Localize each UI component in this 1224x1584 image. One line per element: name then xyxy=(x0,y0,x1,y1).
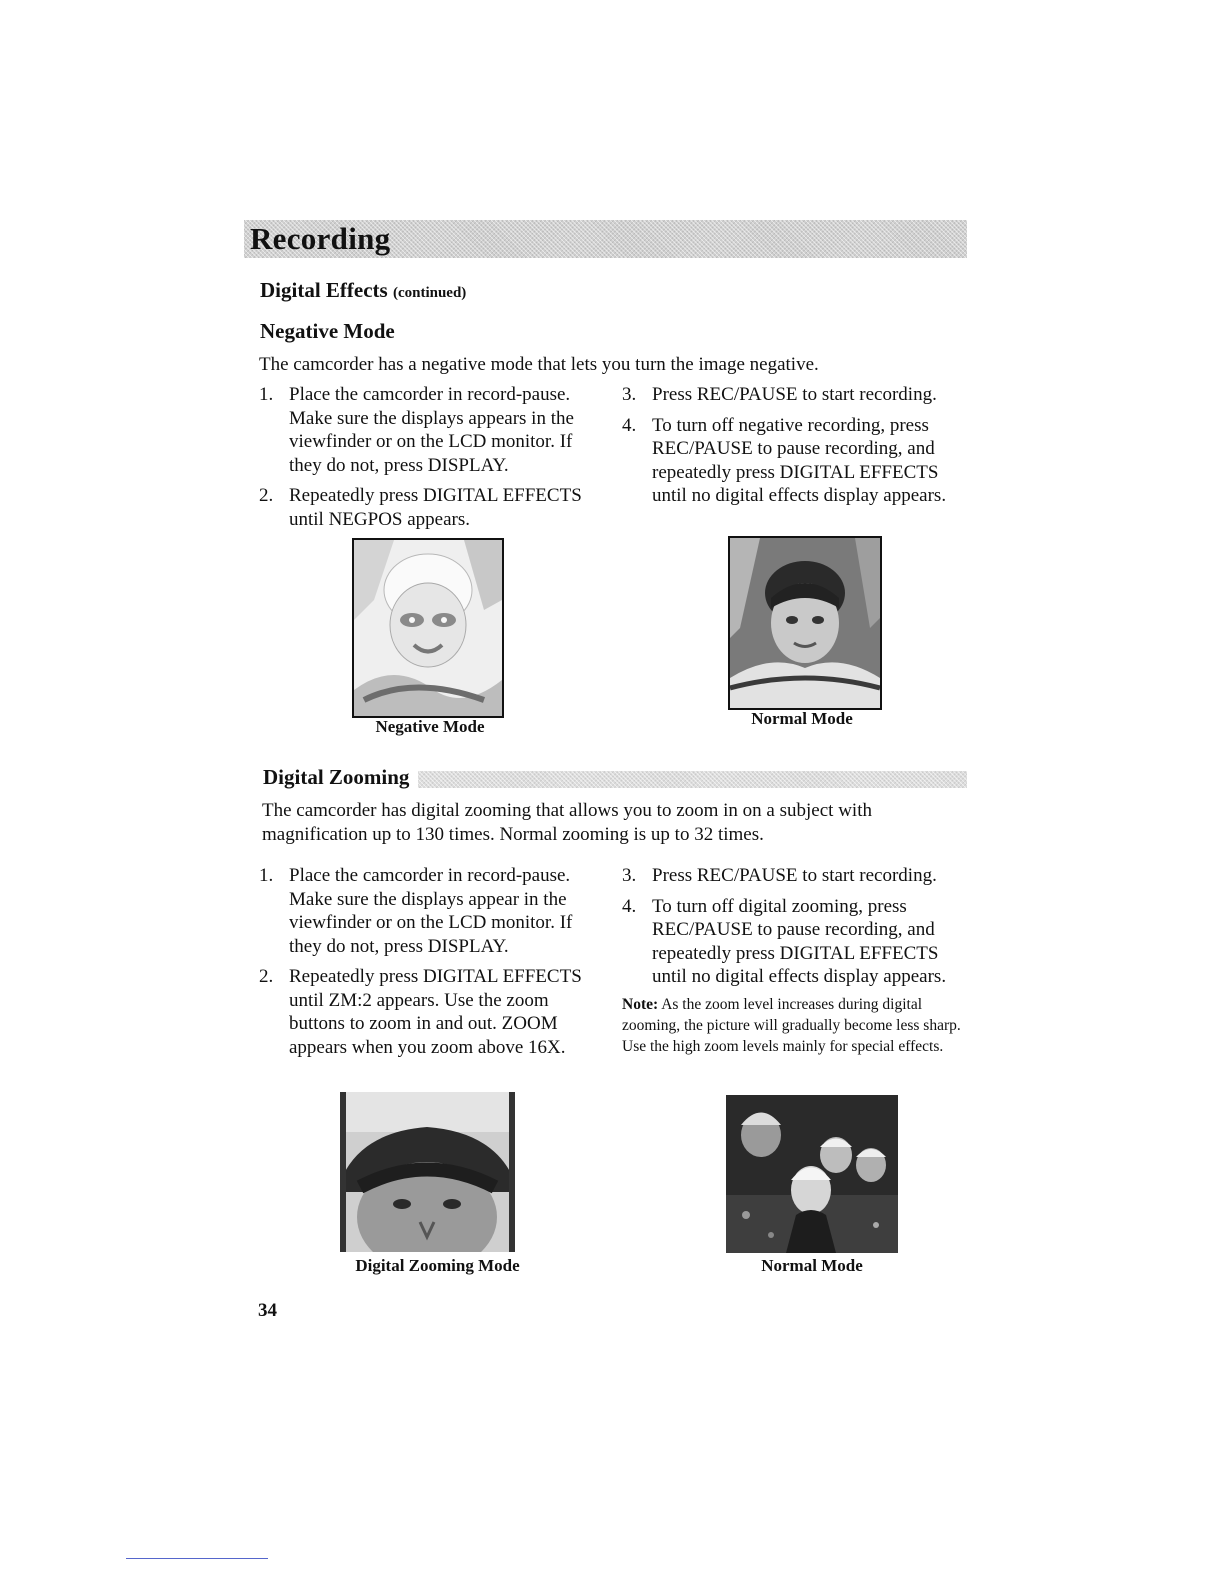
negative-steps-left xyxy=(259,383,604,538)
step-number: 1. xyxy=(259,384,274,405)
step-text: Press REC/PAUSE to start recording. xyxy=(652,865,937,886)
step-text: Repeatedly press DIGITAL EFFECTS until ZM:2 appears. Use the zoom buttons to zoom in and out. ZOOM appears when you zoom above 16X. xyxy=(289,966,582,1058)
step-text: To turn off digital zooming, press REC/PAUSE to pause recording, and repeatedly press DIGITAL EFFECTS until no digital effects display appears. xyxy=(652,895,947,987)
normal-mode-photo xyxy=(728,536,882,710)
digital-zooming-photo xyxy=(340,1092,515,1252)
digital-zooming-heading: Digital Zooming xyxy=(263,765,410,789)
list-item xyxy=(259,864,604,958)
normal-mode-caption: Normal Mode xyxy=(751,709,853,728)
note-label: Note: xyxy=(622,996,659,1013)
normal-portrait-illustration xyxy=(730,538,880,708)
zooming-steps-right xyxy=(622,864,967,996)
zoom-note xyxy=(622,994,962,1057)
negative-mode-intro: The camcorder has a negative mode that lets you turn the image negative. xyxy=(259,354,819,375)
note-text: As the zoom level increases during digital zooming, the picture will gradually become less sharp. Use the high zoom levels mainly for special effects. xyxy=(622,996,961,1055)
list-item xyxy=(259,484,604,531)
list-item xyxy=(622,383,967,407)
continued-label: (continued) xyxy=(392,285,467,301)
normal-zoom-caption: Normal Mode xyxy=(761,1256,863,1275)
negative-portrait-illustration xyxy=(354,540,502,716)
list-item xyxy=(622,414,967,508)
normal-zoom-photo xyxy=(726,1095,898,1253)
digital-effects-title: Digital Effects xyxy=(260,278,388,302)
zoomed-face-illustration xyxy=(340,1092,515,1252)
step-number: 2. xyxy=(259,966,274,987)
negative-mode-photo xyxy=(352,538,504,718)
step-number: 2. xyxy=(259,485,274,506)
step-number: 4. xyxy=(622,414,637,436)
step-number: 1. xyxy=(259,865,274,886)
section-title: Recording xyxy=(250,221,391,256)
page-number: 34 xyxy=(258,1300,277,1321)
zooming-steps-left xyxy=(259,864,604,1066)
footer-rule xyxy=(126,1558,268,1559)
group-illustration xyxy=(726,1095,898,1253)
step-number: 3. xyxy=(622,865,637,886)
negative-steps-right xyxy=(622,383,967,515)
negative-mode-heading: Negative Mode xyxy=(260,319,395,343)
list-item xyxy=(622,895,967,989)
step-text: Repeatedly press DIGITAL EFFECTS until NEGPOS appears. xyxy=(289,485,582,530)
step-text: Place the camcorder in record-pause. Make sure the displays appear in the viewfinder or on the LCD monitor. If they do not, press DISPLAY. xyxy=(289,865,573,957)
digital-effects-heading xyxy=(260,277,466,306)
list-item xyxy=(259,383,604,477)
step-text: Press REC/PAUSE to start recording. xyxy=(652,384,937,405)
list-item xyxy=(259,965,604,1059)
step-text: To turn off negative recording, press REC/PAUSE to pause recording, and repeatedly press DIGITAL EFFECTS until no digital effects display appears. xyxy=(652,414,947,506)
digital-zooming-band xyxy=(418,771,967,788)
list-item xyxy=(622,864,967,888)
step-number: 3. xyxy=(622,384,637,405)
digital-zooming-caption: Digital Zooming Mode xyxy=(355,1256,520,1275)
step-number: 4. xyxy=(622,895,637,917)
negative-mode-caption: Negative Mode xyxy=(375,717,485,736)
step-text: Place the camcorder in record-pause. Make sure the displays appears in the viewfinder or on the LCD monitor. If they do not, press DISPLAY. xyxy=(289,384,574,476)
digital-zooming-intro: The camcorder has digital zooming that allows you to zoom in on a subject with magnification up to 130 times. Normal zooming is up to 32 times. xyxy=(262,800,872,845)
